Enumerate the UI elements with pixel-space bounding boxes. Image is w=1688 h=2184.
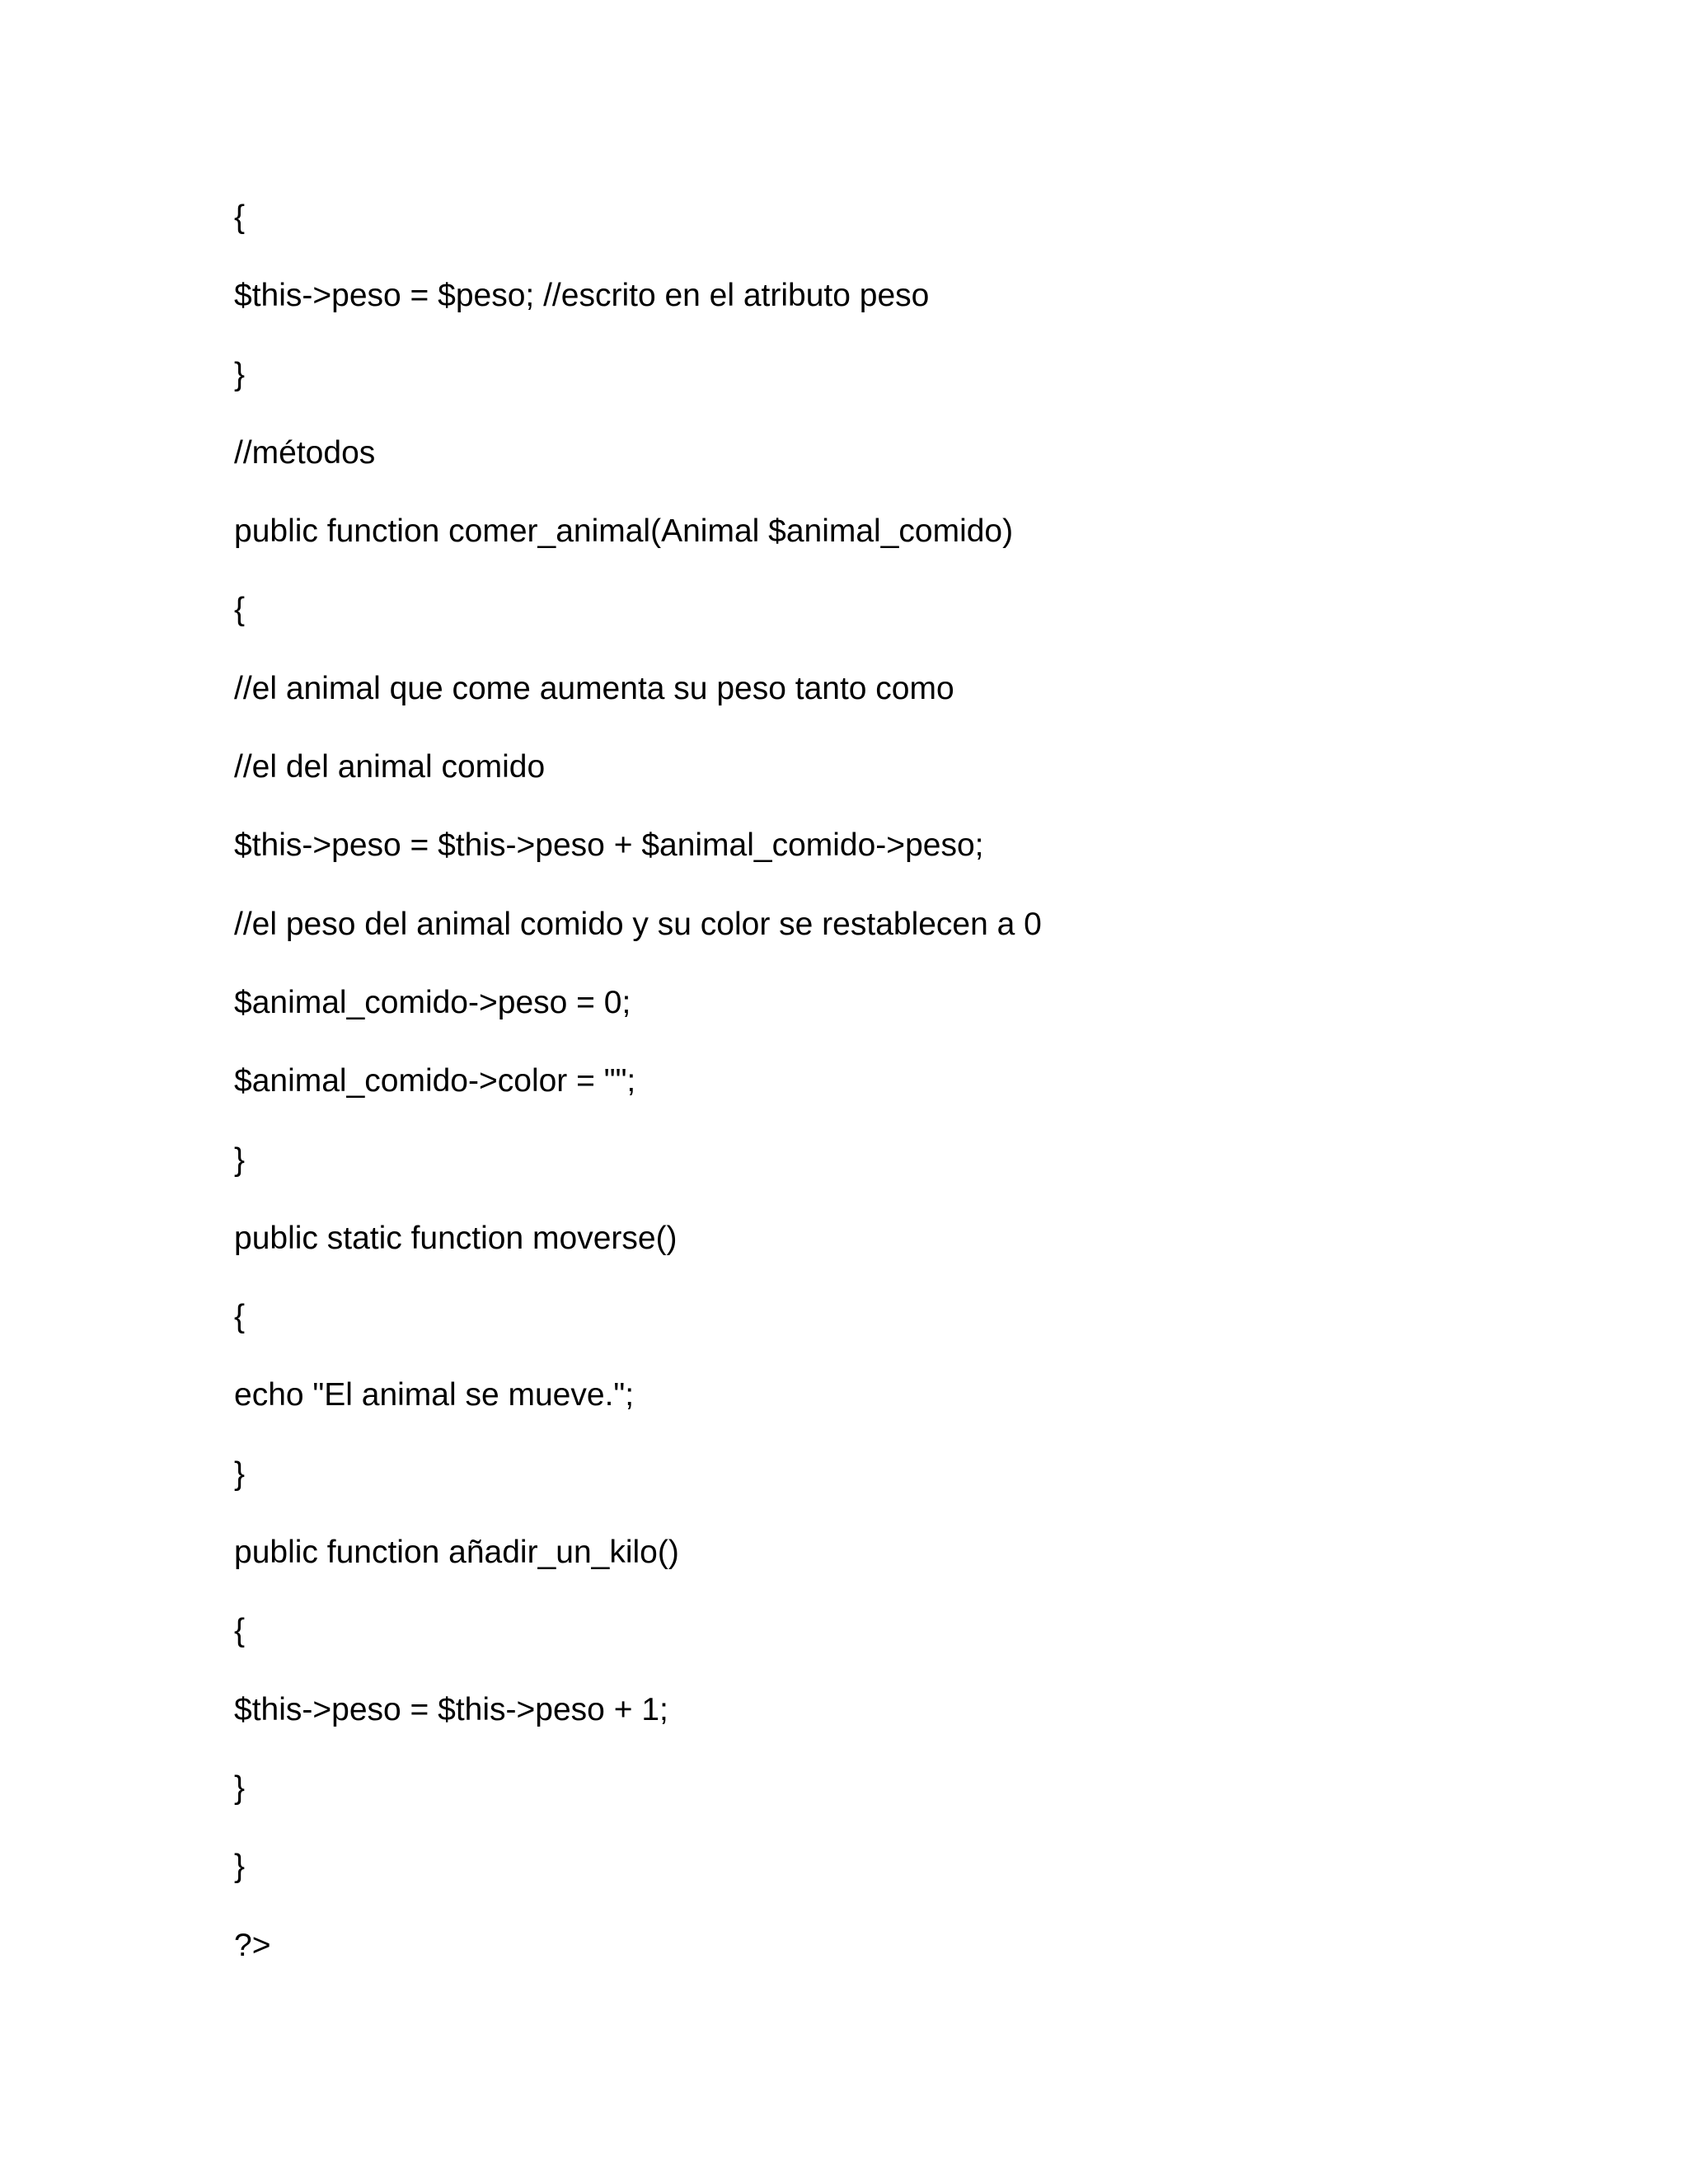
code-line: //el del animal comido (234, 749, 546, 785)
code-line: { (234, 199, 246, 235)
code-line: $animal_comido->color = ""; (234, 1063, 636, 1099)
code-line: { (234, 1613, 246, 1649)
code-line: //el peso del animal comido y su color se restablecen a 0 (234, 906, 1042, 942)
code-line: } (234, 1849, 246, 1885)
code-line: public function comer_animal(Animal $animal_comido) (234, 513, 1014, 550)
code-line: //el animal que come aumenta su peso tanto como (234, 670, 954, 706)
code-line: $this->peso = $peso; //escrito en el atributo peso (234, 278, 930, 314)
code-line: } (234, 1455, 246, 1492)
code-line: public function añadir_un_kilo() (234, 1535, 679, 1571)
code-line: ?> (234, 1927, 271, 1963)
code-listing (234, 193, 1042, 1999)
code-line: $this->peso = $this->peso + 1; (234, 1691, 668, 1727)
code-line: //métodos (234, 434, 376, 471)
code-line: } (234, 1141, 246, 1178)
code-line: { (234, 1299, 246, 1335)
code-line: { (234, 592, 246, 628)
code-line: $this->peso = $this->peso + $animal_comido->peso; (234, 827, 984, 864)
code-line: } (234, 1769, 246, 1806)
code-line: echo "El animal se mueve."; (234, 1377, 635, 1413)
code-line: public static function moverse() (234, 1220, 678, 1256)
code-line: $animal_comido->peso = 0; (234, 984, 631, 1020)
code-line: } (234, 356, 246, 392)
